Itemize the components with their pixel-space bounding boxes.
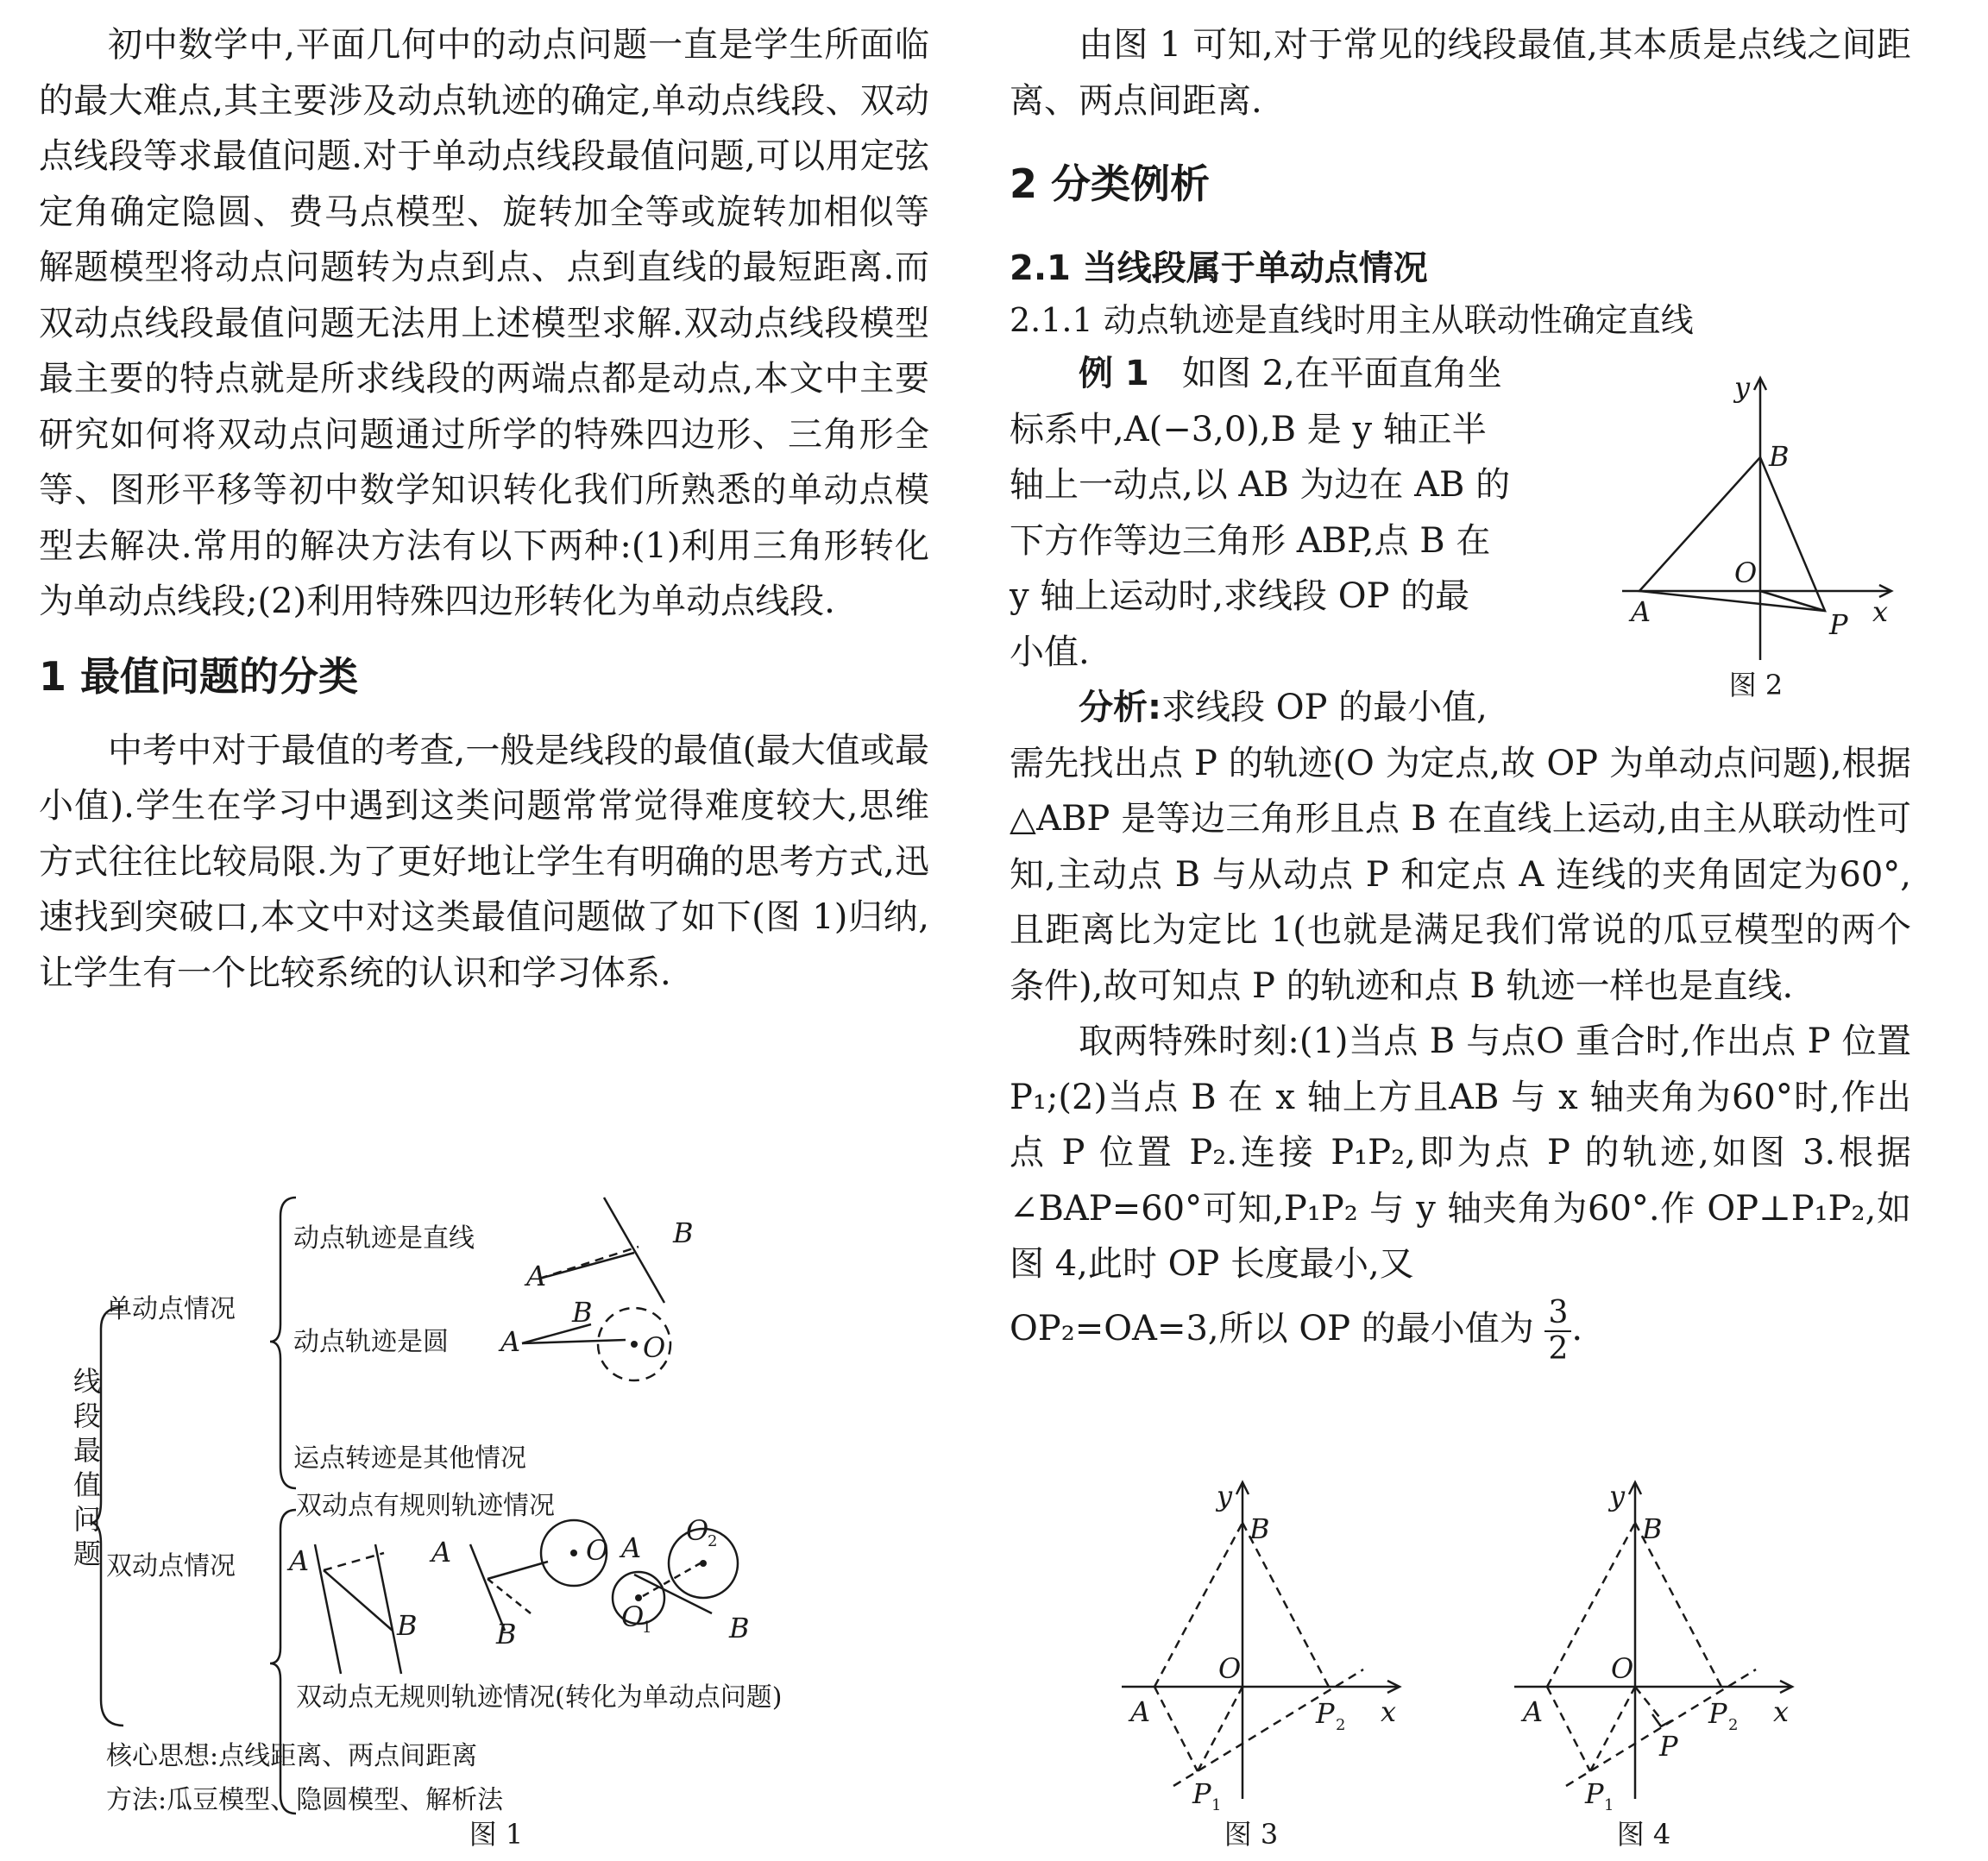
fig4-a-label: A xyxy=(1523,1695,1544,1728)
fig4-b-label: B xyxy=(1642,1512,1663,1545)
fig3-x-label: x xyxy=(1381,1695,1397,1728)
fraction-numerator: 3 xyxy=(1544,1296,1571,1332)
section-1-paragraph: 中考中对于最值的考查,一般是线段的最值(最大值或最小值).学生在学习中遇到这类问题常常觉得难度较大,思维方式往往比较局限.为了更好地让学生有明确的思考方式,迅速找到突破口,本文中对这类最值问题做了如下(图 1)归纳,让学生有一个比较系统的认识和学习体系. xyxy=(39,730,929,993)
example-line-1: 如图 2,在平面直角坐 xyxy=(1181,354,1502,393)
fig3-o-label: O xyxy=(1218,1652,1242,1685)
fig1-label-o2: O xyxy=(686,1514,709,1547)
conclusion-text: OP₂=OA=3,所以 OP 的最小值为 xyxy=(1010,1308,1534,1349)
figure-2 xyxy=(1614,362,1898,707)
fig1-label-a-3: A xyxy=(289,1544,310,1577)
figure-4 xyxy=(1514,1471,1808,1851)
section-2-1-title: 2.1 当线段属于单动点情况 xyxy=(1010,248,1428,288)
tree-root-char-3: 最 xyxy=(73,1434,102,1467)
tree-root-char-2: 段 xyxy=(73,1399,102,1432)
conclusion-line xyxy=(1010,1294,1911,1367)
fig4-p-label: P xyxy=(1659,1730,1678,1763)
fig1-label-b-2: B xyxy=(572,1296,593,1329)
figure-3 xyxy=(1122,1471,1415,1851)
section-1-title: 1 最值问题的分类 xyxy=(39,652,359,700)
analysis-paragraph: 需先找出点 P 的轨迹(O 为定点,故 OP 为单动点问题),根据△ABP 是等边三角形且点 B 在直线上运动,由主从联动性可知,主动点 B 与从动点 P 和定点 A 连线的夹角固定为60°,且距离比为定比 1(也就是满足我们常说的瓜豆模型的两个条件),故可知点 P 的轨迹和点 B 轨迹一样也是直线. xyxy=(1010,743,1911,1006)
intro-paragraph: 初中数学中,平面几何中的动点问题一直是学生所面临的最大难点,其主要涉及动点轨迹的确定,单动点线段、双动点线段等求最值问题.对于单动点线段最值问题,可以用定弦定角确定隐圆、费马点模型、旋转加全等或旋转加相似等解题模型将动点问题转为点到点、点到直线的最短距离.而双动点线段最值问题无法用上述模型求解.双动点线段模型最主要的特点就是所求线段的两端点都是动点,本文中主要研究如何将双动点问题通过所学的特殊四边形、三角形全等、图形平移等初中数学知识转化我们所熟悉的单动点模型去解决.常用的解决方法有以下两种:(1)利用三角形转化为单动点线段;(2)利用特殊四边形转化为单动点线段. xyxy=(39,25,929,621)
tree-root-char-6: 题 xyxy=(73,1537,102,1570)
section-2-1-1-title: 2.1.1 动点轨迹是直线时用主从联动性确定直线 xyxy=(1010,301,1694,339)
analysis-label: 分析: xyxy=(1079,688,1161,727)
fig1-label-b-3: B xyxy=(397,1609,418,1642)
fig2-p-label: P xyxy=(1829,608,1848,641)
fig1-sub-2: 2 xyxy=(708,1532,718,1550)
tree-root-char-5: 问 xyxy=(73,1503,102,1536)
fig4-x-label: x xyxy=(1773,1695,1790,1728)
example-label: 例 1 xyxy=(1079,354,1149,393)
tree-single-item-3: 运点转迹是其他情况 xyxy=(293,1443,526,1474)
fig1-label-o: O xyxy=(643,1331,666,1364)
fig4-p2-label: P xyxy=(1708,1697,1727,1730)
fig4-o-label: O xyxy=(1611,1652,1634,1685)
fig3-p2-sub: 2 xyxy=(1336,1716,1346,1734)
figure-2-caption: 图 2 xyxy=(1728,669,1784,701)
tree-single-item-2: 动点轨迹是圆 xyxy=(293,1327,449,1357)
fig1-label-a-4: A xyxy=(431,1536,452,1569)
fig1-method: 方法:瓜豆模型、隐圆模型、解析法 xyxy=(106,1785,504,1815)
tree-double-label: 双动点情况 xyxy=(106,1551,236,1581)
fig1-label-o-2: O xyxy=(586,1534,609,1567)
fig1-label-b-4: B xyxy=(496,1618,517,1650)
fig3-p1-sub: 1 xyxy=(1211,1796,1222,1814)
figure-1-caption: 图 1 xyxy=(469,1818,524,1846)
example-line-2: 标系中,A(−3,0),B 是 y 轴正半 xyxy=(1010,409,1487,450)
fig4-p1-label: P xyxy=(1585,1777,1604,1810)
tree-double-item-1: 双动点有规则轨迹情况 xyxy=(296,1491,555,1521)
fig2-y-label: y xyxy=(1734,371,1751,404)
figure-1-classification-tree xyxy=(39,1191,953,1846)
fig2-o-label: O xyxy=(1734,556,1758,589)
fig1-label-o1: O xyxy=(621,1600,645,1633)
tree-single-item-1: 动点轨迹是直线 xyxy=(293,1223,475,1254)
fig1-core-idea: 核心思想:点线距离、两点间距离 xyxy=(106,1741,478,1771)
example-1-block xyxy=(1010,346,1579,736)
fig1-label-b-1: B xyxy=(673,1217,694,1249)
fig2-b-label: B xyxy=(1769,440,1790,473)
tree-root-char-4: 值 xyxy=(73,1468,102,1501)
fig1-sub-1: 1 xyxy=(642,1619,652,1637)
fig3-y-label: y xyxy=(1217,1480,1233,1512)
example-line-6: 小值. xyxy=(1010,632,1090,672)
figure-4-caption: 图 4 xyxy=(1616,1818,1671,1851)
fig1-label-a-5: A xyxy=(621,1531,642,1564)
tree-double-item-2: 双动点无规则轨迹情况(转化为单动点问题) xyxy=(296,1682,783,1713)
fig2-x-label: x xyxy=(1872,595,1889,628)
fig4-p1-sub: 1 xyxy=(1604,1796,1614,1814)
fig1-label-b-5: B xyxy=(729,1612,750,1644)
fig1-label-a-1: A xyxy=(526,1260,547,1292)
section-2-title: 2 分类例析 xyxy=(1010,160,1211,207)
example-line-3: 轴上一动点,以 AB 为边在 AB 的 xyxy=(1010,465,1511,505)
fraction-three-halves xyxy=(1544,1296,1571,1367)
analysis-first-line: 求线段 OP 的最小值, xyxy=(1161,688,1488,727)
tree-single-label: 单动点情况 xyxy=(106,1294,236,1324)
example-line-4: 下方作等边三角形 ABP,点 B 在 xyxy=(1010,520,1491,561)
figure-3-caption: 图 3 xyxy=(1224,1818,1279,1851)
fig4-y-label: y xyxy=(1609,1480,1626,1512)
fig3-p1-label: P xyxy=(1192,1777,1211,1810)
fig3-p2-label: P xyxy=(1316,1697,1335,1730)
conclusion-end: . xyxy=(1571,1308,1583,1349)
example-line-5: y 轴上运动时,求线段 OP 的最 xyxy=(1010,576,1470,616)
fig1-label-a-2: A xyxy=(500,1325,521,1358)
left-column xyxy=(39,0,929,1001)
fig1-summary-paragraph: 由图 1 可知,对于常见的线段最值,其本质是点线之间距离、两点间距离. xyxy=(1010,25,1911,121)
special-times-paragraph: 取两特殊时刻:(1)当点 B 与点O 重合时,作出点 P 位置 P₁;(2)当点 B 在 x 轴上方且AB 与 x 轴夹角为60°时,作出点 P 位置 P₂.连接 P₁P₂,即为点 P 的轨迹,如图 3.根据∠BAP=60°可知,P₁P₂ 与 y 轴夹角为60°.作 OP⊥P₁P₂,如图 4,此时 OP 长度最小,又 xyxy=(1010,1022,1911,1284)
fig4-p2-sub: 2 xyxy=(1728,1716,1739,1734)
fig3-b-label: B xyxy=(1249,1512,1270,1545)
tree-root-char-1: 线 xyxy=(73,1365,102,1398)
fig2-a-label: A xyxy=(1631,595,1651,628)
fig3-a-label: A xyxy=(1130,1695,1151,1728)
fraction-denominator: 2 xyxy=(1548,1330,1569,1367)
